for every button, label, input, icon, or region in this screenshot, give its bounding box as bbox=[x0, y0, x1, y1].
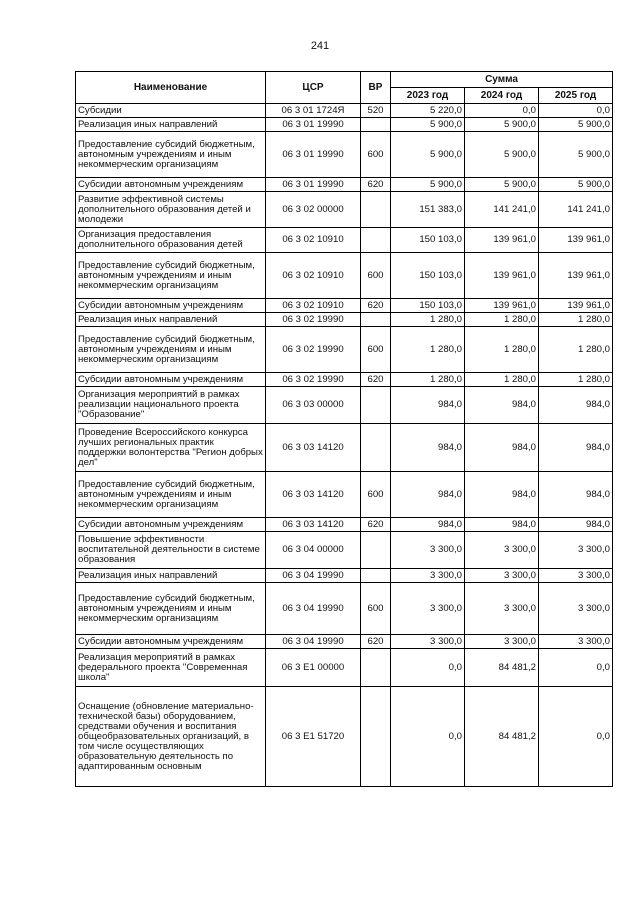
row-2024: 139 961,0 bbox=[465, 228, 539, 253]
table-row bbox=[76, 118, 613, 132]
table-row bbox=[76, 253, 613, 299]
row-vr: 620 bbox=[361, 178, 391, 192]
row-vr: 600 bbox=[361, 132, 391, 178]
row-2024: 84 481,2 bbox=[465, 687, 539, 787]
row-vr bbox=[361, 192, 391, 228]
row-name: Повышение эффективности воспитательной деятельности в системе образования bbox=[76, 532, 266, 569]
header-year-2025: 2025 год bbox=[539, 88, 613, 104]
table-row bbox=[76, 228, 613, 253]
row-2024: 3 300,0 bbox=[465, 583, 539, 635]
header-year-2023: 2023 год bbox=[391, 88, 465, 104]
row-2025: 984,0 bbox=[539, 518, 613, 532]
table-row bbox=[76, 132, 613, 178]
row-vr bbox=[361, 424, 391, 472]
header-name: Наименование bbox=[76, 72, 266, 104]
row-name: Предоставление субсидий бюджетным, автономным учреждениям и иным некоммерческим организациям bbox=[76, 253, 266, 299]
row-csr: 06 3 02 10910 bbox=[266, 228, 361, 253]
row-vr bbox=[361, 387, 391, 424]
table-row bbox=[76, 313, 613, 327]
row-2025: 139 961,0 bbox=[539, 299, 613, 313]
row-name: Субсидии bbox=[76, 104, 266, 118]
row-2023: 0,0 bbox=[391, 649, 465, 687]
row-2023: 1 280,0 bbox=[391, 313, 465, 327]
table-row bbox=[76, 327, 613, 373]
row-2025: 984,0 bbox=[539, 387, 613, 424]
header-sum: Сумма bbox=[391, 72, 613, 88]
row-2025: 984,0 bbox=[539, 424, 613, 472]
row-2023: 151 383,0 bbox=[391, 192, 465, 228]
row-name: Развитие эффективной системы дополнительного образования детей и молодежи bbox=[76, 192, 266, 228]
table-row bbox=[76, 104, 613, 118]
row-csr: 06 3 E1 51720 bbox=[266, 687, 361, 787]
row-2023: 1 280,0 bbox=[391, 373, 465, 387]
row-name: Реализация иных направлений bbox=[76, 118, 266, 132]
row-2025: 139 961,0 bbox=[539, 228, 613, 253]
table-row bbox=[76, 472, 613, 518]
row-2023: 5 900,0 bbox=[391, 118, 465, 132]
row-csr: 06 3 04 19990 bbox=[266, 635, 361, 649]
row-vr: 600 bbox=[361, 472, 391, 518]
row-2023: 1 280,0 bbox=[391, 327, 465, 373]
row-vr: 620 bbox=[361, 373, 391, 387]
row-2024: 84 481,2 bbox=[465, 649, 539, 687]
row-2023: 3 300,0 bbox=[391, 532, 465, 569]
row-csr: 06 3 01 19990 bbox=[266, 132, 361, 178]
row-name: Реализация иных направлений bbox=[76, 313, 266, 327]
table-row bbox=[76, 635, 613, 649]
row-2025: 0,0 bbox=[539, 104, 613, 118]
row-2025: 5 900,0 bbox=[539, 118, 613, 132]
row-vr: 620 bbox=[361, 518, 391, 532]
table-row bbox=[76, 424, 613, 472]
row-2024: 5 900,0 bbox=[465, 132, 539, 178]
row-2025: 141 241,0 bbox=[539, 192, 613, 228]
row-name: Организация мероприятий в рамках реализации национального проекта "Образование" bbox=[76, 387, 266, 424]
row-2025: 3 300,0 bbox=[539, 569, 613, 583]
table-row bbox=[76, 649, 613, 687]
row-2025: 984,0 bbox=[539, 472, 613, 518]
table-row bbox=[76, 387, 613, 424]
row-2025: 5 900,0 bbox=[539, 178, 613, 192]
row-2024: 139 961,0 bbox=[465, 299, 539, 313]
header-csr: ЦСР bbox=[266, 72, 361, 104]
row-2025: 1 280,0 bbox=[539, 373, 613, 387]
row-2025: 1 280,0 bbox=[539, 313, 613, 327]
page-number: 241 bbox=[310, 40, 330, 52]
row-name: Предоставление субсидий бюджетным, автономным учреждениям и иным некоммерческим организациям bbox=[76, 472, 266, 518]
row-vr: 520 bbox=[361, 104, 391, 118]
row-name: Оснащение (обновление материально-технической базы) оборудованием, средствами обучения и воспитания общеобразовательных организаций, в том числе осуществляющих образовательную деятельность по адаптированным основным bbox=[76, 687, 266, 787]
table-row bbox=[76, 687, 613, 787]
row-2023: 5 900,0 bbox=[391, 178, 465, 192]
row-csr: 06 3 03 00000 bbox=[266, 387, 361, 424]
header-year-2024: 2024 год bbox=[465, 88, 539, 104]
row-name: Субсидии автономным учреждениям bbox=[76, 299, 266, 313]
row-2023: 150 103,0 bbox=[391, 253, 465, 299]
row-csr: 06 3 01 1724Я bbox=[266, 104, 361, 118]
row-2023: 5 900,0 bbox=[391, 132, 465, 178]
row-csr: 06 3 03 14120 bbox=[266, 472, 361, 518]
row-2024: 3 300,0 bbox=[465, 635, 539, 649]
row-name: Субсидии автономным учреждениям bbox=[76, 373, 266, 387]
row-name: Предоставление субсидий бюджетным, автономным учреждениям и иным некоммерческим организациям bbox=[76, 327, 266, 373]
row-name: Субсидии автономным учреждениям bbox=[76, 178, 266, 192]
row-2025: 139 961,0 bbox=[539, 253, 613, 299]
row-2025: 3 300,0 bbox=[539, 635, 613, 649]
row-2023: 984,0 bbox=[391, 424, 465, 472]
row-csr: 06 3 02 19990 bbox=[266, 373, 361, 387]
row-vr bbox=[361, 118, 391, 132]
row-vr: 600 bbox=[361, 327, 391, 373]
row-vr: 600 bbox=[361, 583, 391, 635]
row-vr bbox=[361, 687, 391, 787]
table-row bbox=[76, 299, 613, 313]
table-row bbox=[76, 532, 613, 569]
row-2025: 1 280,0 bbox=[539, 327, 613, 373]
table-row bbox=[76, 192, 613, 228]
row-2024: 1 280,0 bbox=[465, 313, 539, 327]
row-csr: 06 3 03 14120 bbox=[266, 518, 361, 532]
table-row bbox=[76, 583, 613, 635]
row-2023: 984,0 bbox=[391, 387, 465, 424]
row-name: Реализация мероприятий в рамках федерального проекта "Современная школа" bbox=[76, 649, 266, 687]
row-csr: 06 3 01 19990 bbox=[266, 118, 361, 132]
row-csr: 06 3 02 10910 bbox=[266, 253, 361, 299]
row-2025: 3 300,0 bbox=[539, 583, 613, 635]
row-csr: 06 3 01 19990 bbox=[266, 178, 361, 192]
row-2023: 984,0 bbox=[391, 472, 465, 518]
row-2024: 984,0 bbox=[465, 518, 539, 532]
row-name: Субсидии автономным учреждениям bbox=[76, 635, 266, 649]
row-2024: 984,0 bbox=[465, 387, 539, 424]
row-name: Организация предоставления дополнительного образования детей bbox=[76, 228, 266, 253]
row-csr: 06 3 04 19990 bbox=[266, 583, 361, 635]
row-2023: 984,0 bbox=[391, 518, 465, 532]
row-vr bbox=[361, 228, 391, 253]
row-2023: 5 220,0 bbox=[391, 104, 465, 118]
row-csr: 06 3 02 10910 bbox=[266, 299, 361, 313]
row-vr bbox=[361, 313, 391, 327]
row-csr: 06 3 02 19990 bbox=[266, 327, 361, 373]
row-name: Проведение Всероссийского конкурса лучших региональных практик поддержки волонтерства "Регион добрых дел" bbox=[76, 424, 266, 472]
row-csr: 06 3 04 00000 bbox=[266, 532, 361, 569]
row-2025: 3 300,0 bbox=[539, 532, 613, 569]
row-csr: 06 3 04 19990 bbox=[266, 569, 361, 583]
table-row bbox=[76, 178, 613, 192]
row-2024: 3 300,0 bbox=[465, 569, 539, 583]
table-row bbox=[76, 518, 613, 532]
row-2024: 0,0 bbox=[465, 104, 539, 118]
row-csr: 06 3 03 14120 bbox=[266, 424, 361, 472]
row-name: Субсидии автономным учреждениям bbox=[76, 518, 266, 532]
row-2024: 1 280,0 bbox=[465, 373, 539, 387]
row-2024: 3 300,0 bbox=[465, 532, 539, 569]
row-2024: 1 280,0 bbox=[465, 327, 539, 373]
row-name: Реализация иных направлений bbox=[76, 569, 266, 583]
row-2024: 139 961,0 bbox=[465, 253, 539, 299]
row-vr bbox=[361, 649, 391, 687]
row-2023: 150 103,0 bbox=[391, 228, 465, 253]
row-csr: 06 3 02 19990 bbox=[266, 313, 361, 327]
row-2024: 984,0 bbox=[465, 424, 539, 472]
row-2025: 0,0 bbox=[539, 649, 613, 687]
row-2024: 141 241,0 bbox=[465, 192, 539, 228]
row-2023: 150 103,0 bbox=[391, 299, 465, 313]
row-2025: 5 900,0 bbox=[539, 132, 613, 178]
row-vr: 620 bbox=[361, 635, 391, 649]
row-vr: 600 bbox=[361, 253, 391, 299]
row-csr: 06 3 02 00000 bbox=[266, 192, 361, 228]
row-2024: 984,0 bbox=[465, 472, 539, 518]
header-vr: ВР bbox=[361, 72, 391, 104]
row-name: Предоставление субсидий бюджетным, автономным учреждениям и иным некоммерческим организациям bbox=[76, 583, 266, 635]
row-vr bbox=[361, 569, 391, 583]
row-vr: 620 bbox=[361, 299, 391, 313]
row-2023: 3 300,0 bbox=[391, 635, 465, 649]
row-csr: 06 3 E1 00000 bbox=[266, 649, 361, 687]
row-2023: 3 300,0 bbox=[391, 569, 465, 583]
budget-table bbox=[75, 71, 613, 787]
row-2024: 5 900,0 bbox=[465, 178, 539, 192]
row-2023: 0,0 bbox=[391, 687, 465, 787]
table-row bbox=[76, 373, 613, 387]
row-2023: 3 300,0 bbox=[391, 583, 465, 635]
row-name: Предоставление субсидий бюджетным, автономным учреждениям и иным некоммерческим организациям bbox=[76, 132, 266, 178]
row-vr bbox=[361, 532, 391, 569]
row-2025: 0,0 bbox=[539, 687, 613, 787]
row-2024: 5 900,0 bbox=[465, 118, 539, 132]
table-row bbox=[76, 569, 613, 583]
